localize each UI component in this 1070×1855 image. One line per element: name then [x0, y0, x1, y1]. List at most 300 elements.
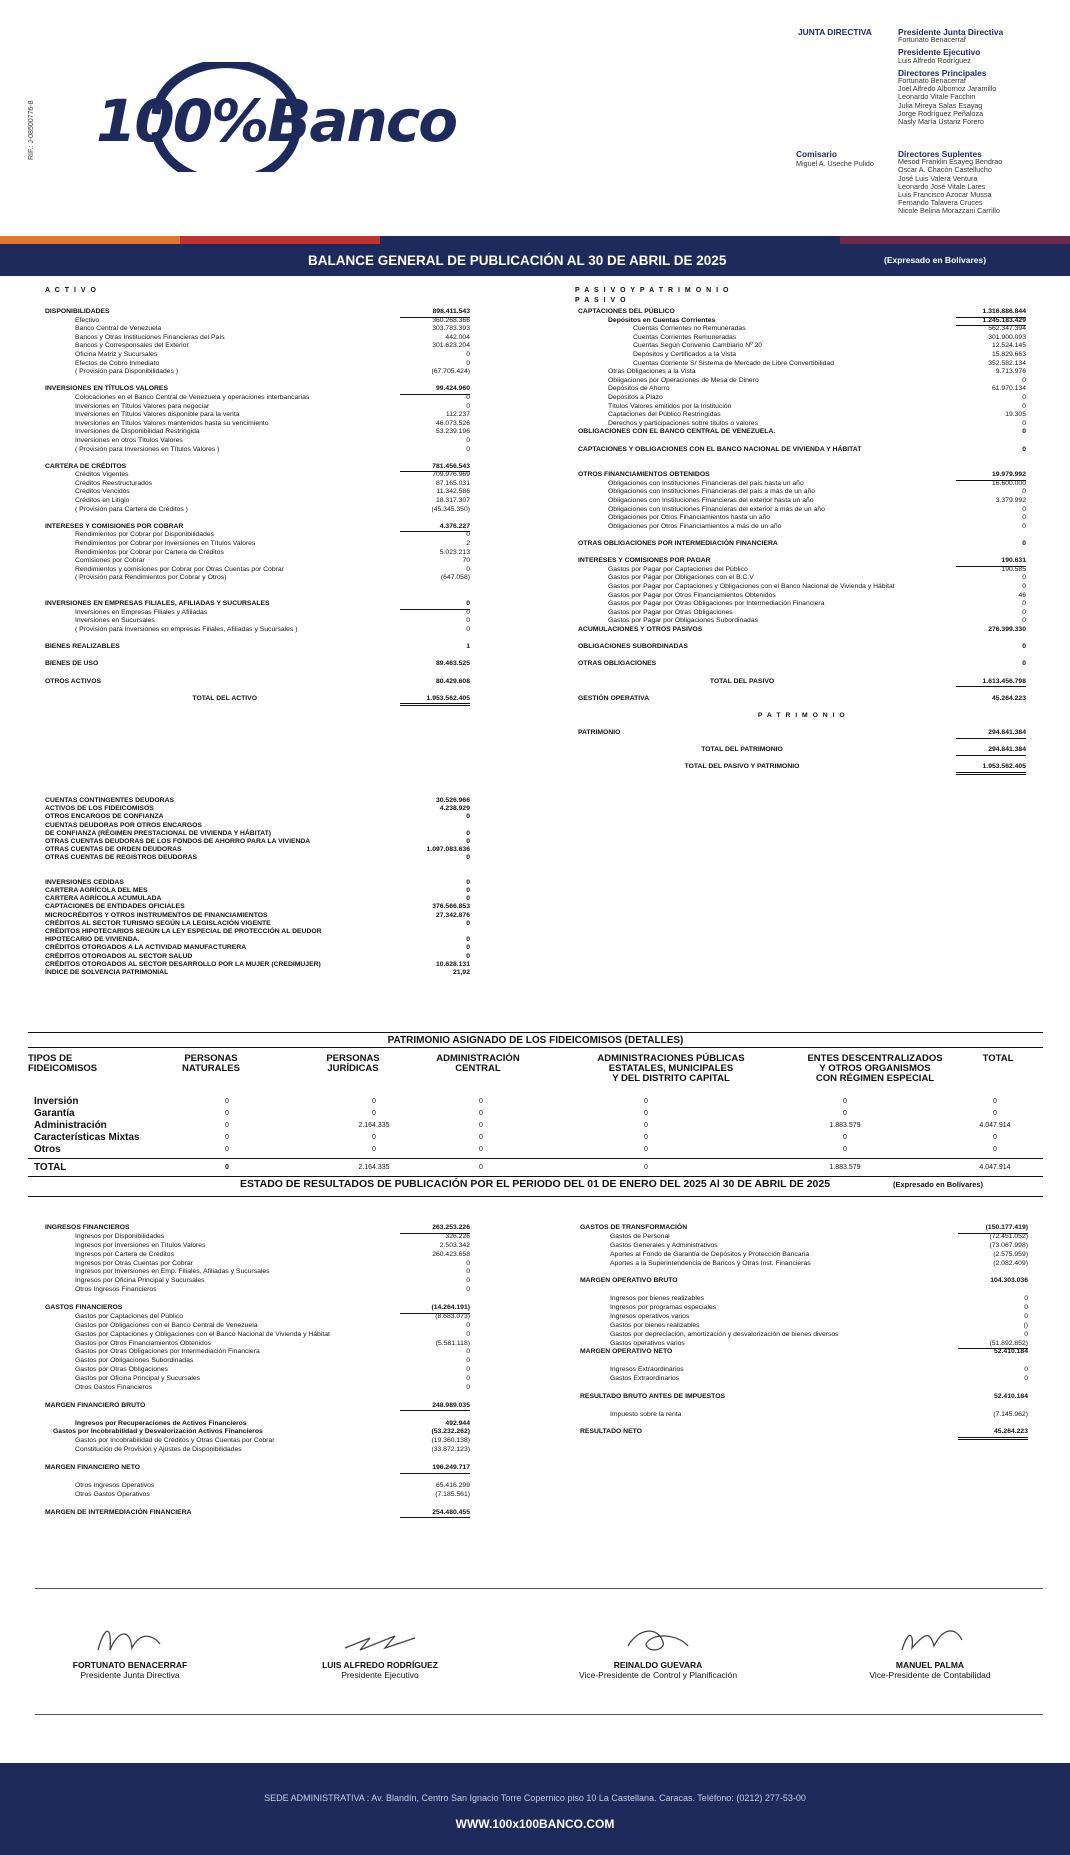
- stripe-dark: [380, 236, 840, 244]
- row-value: 0: [466, 445, 470, 453]
- row-label: MARGEN DE INTERMEDIACIÓN FINANCIERA: [45, 1508, 192, 1516]
- memo-label: MICROCRÉDITOS Y OTROS INSTRUMENTOS DE FINANCIAMIENTOS: [45, 911, 268, 919]
- statement-row: [45, 325, 470, 334]
- row-value: 0: [466, 350, 470, 358]
- fide-cell: 0: [993, 1110, 997, 1117]
- row-value: 196.249.717: [400, 1464, 470, 1474]
- fide-cell: 0: [479, 1098, 483, 1105]
- row-value: 2: [466, 540, 470, 548]
- row-value: 248.989.035: [400, 1402, 470, 1412]
- memo-value: 0: [466, 829, 470, 837]
- balance-currency-note: (Expresado en Bolívares): [884, 255, 987, 265]
- row-value: 3.379.992: [995, 497, 1026, 505]
- balance-title: BALANCE GENERAL DE PUBLICACIÓN AL 30 DE ABRIL DE 2025: [308, 253, 727, 268]
- memo-label: CRÉDITOS OTORGADOS A LA ACTIVIDAD MANUFACTURERA: [45, 944, 247, 952]
- statement-row: [45, 1491, 470, 1500]
- statement-row: [578, 308, 1026, 317]
- row-value: 263.253.226: [400, 1224, 470, 1234]
- statement-row: [578, 678, 1026, 687]
- statement-row: [45, 463, 470, 472]
- statement-row: [578, 738, 1026, 747]
- footer-website[interactable]: WWW.100x100BANCO.COM: [455, 1817, 615, 1831]
- rif-number: RIF.: J-08500776-8: [28, 100, 35, 160]
- logo-text: 100%Banco: [96, 87, 457, 155]
- statement-row: [578, 721, 1026, 730]
- row-value: 709.976.969: [432, 471, 470, 479]
- fide-cell: 1.883.579: [829, 1122, 861, 1129]
- memo-label: ACTIVOS DE LOS FIDEICOMISOS: [45, 805, 154, 813]
- row-label: TOTAL DEL PASIVO: [709, 677, 775, 685]
- row-label: MARGEN OPERATIVO BRUTO: [580, 1277, 678, 1285]
- statement-row: [45, 420, 470, 429]
- fide-row-label: Características Mixtas: [34, 1132, 140, 1143]
- statement-row: [578, 403, 1026, 412]
- statement-row: [45, 1446, 470, 1455]
- row-value: 0: [1022, 660, 1026, 668]
- statement-row: [45, 454, 470, 463]
- row-value: 61.970.134: [991, 385, 1026, 393]
- statement-row: [578, 592, 1026, 601]
- statement-row: [45, 643, 470, 652]
- fide-total-cell: 1.883.579: [829, 1164, 861, 1171]
- statement-row: [580, 1286, 1028, 1295]
- results-left: [45, 1224, 470, 1517]
- row-label: Inversiones en Títulos Valores disponible para la venta: [75, 411, 240, 419]
- fide-cell: 0: [993, 1146, 997, 1153]
- memo-value: 27.342.876: [435, 911, 470, 919]
- memo-row: [45, 961, 470, 969]
- statement-row: [45, 531, 470, 540]
- row-value: (5.581.118): [435, 1339, 470, 1347]
- memo-value: 0: [466, 887, 470, 895]
- row-value: 0: [1022, 600, 1026, 608]
- row-value: 190.585: [1001, 565, 1026, 573]
- row-value: 45.264.223: [991, 694, 1026, 702]
- statement-row: [580, 1420, 1028, 1429]
- fide-cell: 0: [644, 1146, 648, 1153]
- row-value: 0: [466, 1259, 470, 1267]
- row-label: Gastos de Personal: [610, 1232, 670, 1240]
- row-value: 781.456.543: [400, 463, 470, 473]
- row-label: OTRAS OBLIGACIONES POR INTERMEDIACIÓN FINANCIERA: [578, 540, 778, 548]
- statement-row: [45, 385, 470, 394]
- memo-label: OTRAS CUENTAS DEUDORAS DE LOS FONDOS DE AHORRO PARA LA VIVIENDA: [45, 837, 311, 845]
- fide-column-header: PERSONAS NATURALES: [182, 1053, 240, 1074]
- statement-row: [578, 549, 1026, 558]
- row-label: Captaciones del Público Restringidas: [608, 411, 721, 419]
- row-value: 0: [466, 531, 470, 539]
- statement-row: [578, 385, 1026, 394]
- row-label: INTERESES Y COMISIONES POR COBRAR: [45, 522, 184, 530]
- statement-row: [578, 523, 1026, 532]
- statement-row: [580, 1366, 1028, 1375]
- memo-label: DE CONFIANZA (RÉGIMEN PRESTACIONAL DE VIVIENDA Y HÁBITAT): [45, 829, 272, 837]
- memo-value: 0: [466, 854, 470, 862]
- row-label: Inversiones en Empresas Filiales y Afiliadas: [75, 608, 208, 616]
- fide-column-header: PERSONAS JURÍDICAS: [326, 1053, 380, 1074]
- fide-total-cell: 0: [479, 1164, 483, 1171]
- statement-row: [45, 360, 470, 369]
- fide-cell: 0: [843, 1110, 847, 1117]
- statement-row: [45, 446, 470, 455]
- statement-row: [45, 342, 470, 351]
- row-label: ACUMULACIONES Y OTROS PASIVOS: [578, 625, 703, 633]
- row-value: 492.944: [445, 1419, 470, 1427]
- row-label: BIENES REALIZABLES: [45, 643, 120, 651]
- statement-row: [578, 729, 1026, 738]
- memo-label: CRÉDITOS HIPOTECARIOS SEGÚN LA LEY ESPECIAL DE PROTECCIÓN AL DEUDOR: [45, 928, 322, 935]
- row-value: 0: [466, 1330, 470, 1338]
- row-label: CAPTACIONES DEL PÚBLICO: [578, 308, 675, 315]
- row-value: 0: [466, 393, 470, 401]
- statement-row: [580, 1295, 1028, 1304]
- statement-row: [45, 1482, 470, 1491]
- fide-cell: 0: [843, 1098, 847, 1105]
- row-label: Gastos por Pagar por Otras Obligaciones: [608, 608, 733, 616]
- memo-label: CUENTAS DEUDORAS POR OTROS ENCARGOS: [45, 821, 202, 829]
- row-label: OBLIGACIONES SUBORDINADAS: [578, 643, 688, 651]
- statement-row: [45, 626, 470, 635]
- row-value: (2.575.959): [993, 1250, 1028, 1258]
- memo-value: 0: [466, 919, 470, 927]
- row-value: 0: [466, 436, 470, 444]
- memo-label: CARTERA AGRÍCOLA ACUMULADA: [45, 895, 162, 903]
- statement-row: [578, 377, 1026, 386]
- row-value: 0: [466, 625, 470, 633]
- row-value: 0: [1022, 488, 1026, 496]
- row-label: RESULTADO NETO: [580, 1428, 642, 1436]
- statement-row: [578, 574, 1026, 583]
- row-label: ( Provisión para Inversiones en empresas Filiales, Afiliadas y Sucursales ): [75, 625, 298, 633]
- fide-total-rule: [28, 1158, 1043, 1159]
- row-label: Cuentas Corriente S/ Sistema de Mercado de Libre Convertibilidad: [633, 359, 834, 367]
- memo-label: CRÉDITOS AL SECTOR TURISMO SEGÚN LA LEGISLACIÓN VIGENTE: [45, 919, 271, 927]
- balance-header: [0, 244, 1070, 276]
- junta-label: JUNTA DIRECTIVA: [798, 27, 872, 37]
- row-label: Ingresos por Oficina Principal y Sucursales: [75, 1277, 205, 1285]
- row-value: 0: [466, 1384, 470, 1392]
- statement-row: [578, 428, 1026, 437]
- row-value: 87.165.031: [435, 479, 470, 487]
- row-value: 0: [1022, 540, 1026, 548]
- row-value: 352.582.134: [988, 359, 1026, 367]
- statement-row: [45, 1322, 470, 1331]
- row-label: Constitución de Provisión y Ajustes de Disponibilidades: [75, 1446, 242, 1454]
- row-label: Gastos operativos varios: [610, 1339, 685, 1347]
- memo-value: 21,92: [452, 968, 470, 976]
- statement-row: [578, 506, 1026, 515]
- fide-bottom-rule: [28, 1176, 1043, 1177]
- statement-row: [45, 488, 470, 497]
- row-value: 19.305: [1005, 411, 1026, 419]
- row-value: 0: [1022, 617, 1026, 625]
- statement-row: [45, 1304, 470, 1313]
- fide-cell: 0: [644, 1134, 648, 1141]
- statement-row: [578, 317, 1026, 326]
- row-value: 1.953.562.405: [956, 763, 1026, 775]
- signatures-top-rule: [35, 1588, 1043, 1589]
- row-value: 0: [1022, 574, 1026, 582]
- row-label: Gastos por Otras Obligaciones por Intermediación Financiera: [75, 1348, 260, 1356]
- statement-row: [45, 1375, 470, 1384]
- statement-row: [578, 686, 1026, 695]
- row-label: Depósitos a Plazo: [608, 393, 663, 401]
- row-label: Aportes al Fondo de Garantía de Depósitos y Protección Bancaria: [610, 1250, 810, 1258]
- signature-role: Presidente Ejecutivo: [341, 1670, 419, 1680]
- statement-row: [578, 635, 1026, 644]
- row-value: 1.245.183.429: [956, 317, 1026, 327]
- row-label: Bancos y Corresponsales del Exterior: [75, 342, 189, 350]
- row-value: 11.342.586: [436, 488, 470, 496]
- row-label: Otras Obligaciones a la Vista: [608, 368, 696, 376]
- row-value: 0: [1024, 1375, 1028, 1383]
- results-title: ESTADO DE RESULTADOS DE PUBLICACIÓN POR EL PERIODO DEL 01 DE ENERO DEL 2025 Al 30 DE ABRIL DE 2025: [240, 1178, 831, 1190]
- row-value: 104.303.036: [990, 1277, 1028, 1285]
- memo-row: [45, 838, 470, 846]
- row-value: 0: [1022, 393, 1026, 401]
- statement-row: [45, 1251, 470, 1260]
- statement-row: [578, 454, 1026, 463]
- row-label: CARTERA DE CRÉDITOS: [45, 462, 127, 470]
- row-label: Gastos por Incobrabilidad de Créditos y Otras Cuentas por Cobrar: [75, 1437, 275, 1445]
- row-label: GASTOS FINANCIEROS: [45, 1304, 123, 1312]
- statement-row: [578, 566, 1026, 575]
- row-value: (150.177.419): [958, 1224, 1028, 1234]
- statement-row: [578, 480, 1026, 489]
- row-value: 562.347.394: [988, 325, 1026, 333]
- fide-column-header: ENTES DESCENTRALIZADOS Y OTROS ORGANISMOS CON RÉGIMEN ESPECIAL: [807, 1053, 943, 1084]
- statement-row: [45, 678, 470, 687]
- statement-row: [45, 1295, 470, 1304]
- statement-row: [45, 351, 470, 360]
- row-value: 0: [1022, 522, 1026, 530]
- row-label: OTROS FINANCIAMIENTOS OBTENIDOS: [578, 471, 710, 479]
- results-currency-note: (Expresado en Bolívares): [893, 1180, 984, 1189]
- row-value: 0: [466, 1375, 470, 1383]
- row-value: 0: [466, 402, 470, 410]
- row-value: (7.185.561): [435, 1490, 470, 1498]
- statement-row: [580, 1268, 1028, 1277]
- fide-row-label: Otros: [34, 1144, 61, 1155]
- fide-column-header: TOTAL: [982, 1053, 1014, 1064]
- memo-row: [45, 928, 470, 936]
- row-value: 99.424.960: [400, 385, 470, 395]
- signature-block: [548, 1620, 768, 1680]
- row-label: OBLIGACIONES CON EL BANCO CENTRAL DE VENEZUELA.: [578, 428, 776, 436]
- row-label: Gastos Generales y Administrativos: [610, 1241, 718, 1249]
- signature-role: Vice-Presidente de Control y Planificación: [578, 1670, 738, 1680]
- statement-row: [578, 351, 1026, 360]
- statement-row: [578, 488, 1026, 497]
- row-label: Obligaciones por Otros Financiamientos hasta un año: [608, 514, 771, 522]
- fide-total-cell: 0: [225, 1164, 229, 1171]
- fide-cell: 0: [843, 1134, 847, 1141]
- row-value: 0: [466, 1268, 470, 1276]
- results-divider: [28, 1196, 1043, 1197]
- row-value: 0: [1022, 419, 1026, 427]
- row-value: 65.416.299: [435, 1481, 470, 1489]
- signature-name: LUIS ALFREDO RODRÍGUEZ: [322, 1660, 438, 1670]
- statement-row: [580, 1402, 1028, 1411]
- statement-row: [45, 1224, 470, 1233]
- row-value: 52.410.184: [993, 1348, 1028, 1356]
- statement-row: [580, 1233, 1028, 1242]
- row-label: BIENES DE USO: [45, 660, 99, 668]
- row-value: 80.429.608: [435, 677, 470, 685]
- statement-row: [580, 1348, 1028, 1357]
- row-label: Inversiones en Títulos Valores para negociar: [75, 402, 210, 410]
- statement-row: [45, 583, 470, 592]
- row-label: Bancos y Otras Instituciones Financieras del País: [75, 333, 225, 341]
- memo-row: [45, 903, 470, 911]
- statement-row: [578, 703, 1026, 712]
- row-label: Rendimientos por Cobrar por Inversiones en Títulos Valores: [75, 540, 256, 548]
- statement-row: [45, 652, 470, 661]
- row-label: Gastos por Obligaciones con el Banco Central de Venezuela: [75, 1321, 258, 1329]
- signature-scribble-icon: [618, 1620, 698, 1660]
- statement-row: [45, 592, 470, 601]
- footer: [0, 1763, 1070, 1855]
- statement-row: [45, 1455, 470, 1464]
- row-label: Gastos por Pagar por Otras Obligaciones por Intermediación Financiera: [608, 600, 825, 608]
- row-label: Aportes a la Superintendencia de Bancos y Otras Inst. Financieras: [610, 1259, 811, 1267]
- memo-row: [45, 944, 470, 952]
- row-value: 303.783.393: [432, 325, 470, 333]
- signature-block: [280, 1620, 480, 1680]
- row-label: Gastos por Pagar por Obligaciones Subordinadas: [608, 617, 758, 625]
- row-value: 360.268.366: [432, 316, 470, 324]
- activo-section: [45, 308, 470, 703]
- statement-row: [578, 557, 1026, 566]
- row-label: Obligaciones con Instituciones Financieras del país hasta un año: [608, 479, 804, 487]
- statement-row: [45, 1268, 470, 1277]
- row-value: 89.463.525: [435, 660, 470, 668]
- statement-row: [580, 1242, 1028, 1251]
- memo-value: 0: [466, 878, 470, 886]
- fide-cell: 0: [372, 1098, 376, 1105]
- row-label: Ingresos por Disponibilidades: [75, 1232, 165, 1240]
- statement-row: [45, 1411, 470, 1420]
- row-value: 0: [1022, 402, 1026, 410]
- row-value: 19.979.992: [956, 471, 1026, 481]
- memo-row: [45, 863, 470, 871]
- row-value: 0: [466, 1286, 470, 1294]
- row-value: 0: [1022, 643, 1026, 651]
- row-label: Inversiones de Disponibilidad Restringida: [75, 428, 200, 436]
- row-label: Obligaciones con Instituciones Financieras del exterior a más de un año: [608, 505, 825, 513]
- row-value: (51.892.852): [958, 1340, 1028, 1350]
- row-label: Depósitos y Certificados a la Vista: [633, 350, 737, 358]
- statement-row: [578, 437, 1026, 446]
- row-value: 0: [1022, 428, 1026, 436]
- row-label: Gastos por Pagar por Otros Financiamientos Obtenidos: [608, 591, 776, 599]
- statement-row: [578, 334, 1026, 343]
- signature-block: [830, 1620, 1030, 1680]
- statement-row: [580, 1331, 1028, 1340]
- row-label: Gastos por Captaciones del Público: [75, 1312, 184, 1320]
- row-value: 16.600.000: [991, 479, 1026, 487]
- fide-cell: 0: [843, 1146, 847, 1153]
- memo-row: [45, 920, 470, 928]
- row-label: Comisiones por Cobrar: [75, 557, 145, 565]
- row-label: Gastos Extraordinarios: [610, 1375, 680, 1383]
- board-principal: Presidente Junta Directiva Fortunato Benacerraf Presidente Ejecutivo Luis Alfredo Rodríguez Directores Principales Fortunato Benacerraf Joel Alfredo Albornoz Jaramillo Leonardo Vitale Facchin Julia Mireya Salas Esayag Jorge Rodríguez Peñaloza Nasly María Ustariz Forero: [898, 27, 1004, 127]
- row-value: 0: [466, 1321, 470, 1329]
- statement-row: [45, 1464, 470, 1473]
- fide-cell: 0: [372, 1146, 376, 1153]
- statement-row: [45, 1286, 470, 1295]
- statement-row: [45, 1340, 470, 1349]
- row-value: 0: [1024, 1295, 1028, 1303]
- row-value: 70: [462, 557, 470, 565]
- row-label: Ingresos por programas especiales: [610, 1304, 717, 1312]
- row-label: TOTAL DEL PATRIMONIO: [701, 746, 783, 754]
- fide-cell: 4.047.914: [979, 1122, 1011, 1129]
- statement-row: [578, 497, 1026, 506]
- memo-value: 376.566.853: [432, 903, 470, 911]
- row-label: OTROS ACTIVOS: [45, 677, 102, 685]
- statement-row: [578, 411, 1026, 420]
- row-value: 0: [466, 617, 470, 625]
- row-label: Gastos por depreciación, amortización y desvalorización de bienes diversos: [610, 1330, 839, 1338]
- row-label: Otros Gastos Operativos: [75, 1490, 150, 1498]
- statement-row: [578, 325, 1026, 334]
- signature-block: [40, 1620, 220, 1680]
- memo-label: CAPTACIONES DE ENTIDADES OFICIALES: [45, 903, 185, 911]
- row-value: 0: [1024, 1312, 1028, 1320]
- row-value: (14.264.191): [400, 1304, 470, 1314]
- row-value: 0: [1022, 514, 1026, 522]
- memo-value: 0: [466, 837, 470, 845]
- statement-row: [580, 1384, 1028, 1393]
- row-label: Obligaciones con Instituciones Financieras del país a más de un año: [608, 488, 816, 496]
- statement-row: [578, 617, 1026, 626]
- statement-row: [45, 394, 470, 403]
- statement-row: [45, 566, 470, 575]
- row-value: 0: [1022, 505, 1026, 513]
- statement-row: [578, 660, 1026, 669]
- row-label: TOTAL DEL ACTIVO: [192, 694, 257, 702]
- memo-label: CARTERA AGRÍCOLA DEL MES: [45, 887, 148, 895]
- statement-row: [45, 557, 470, 566]
- row-value: 15.829.663: [991, 350, 1026, 358]
- statement-row: [45, 428, 470, 437]
- statement-row: [45, 480, 470, 489]
- row-value: 294.841.384: [956, 729, 1026, 739]
- row-label: Banco Central de Venezuela: [75, 325, 162, 333]
- statement-row: [578, 531, 1026, 540]
- row-label: Ingresos por Inversiones en Títulos Valores: [75, 1241, 206, 1249]
- row-label: INVERSIONES EN TÍTULOS VALORES: [45, 385, 168, 393]
- memo-row: [45, 822, 470, 830]
- statement-row: [45, 1509, 470, 1518]
- statement-row: [578, 342, 1026, 351]
- stripe-accent: [840, 236, 1070, 244]
- row-label: Créditos Reestructurados: [75, 479, 153, 487]
- statement-row: [45, 617, 470, 626]
- memo-label: OTRAS CUENTAS DE ORDEN DEUDORAS: [45, 846, 182, 854]
- row-label: Gastos por Pagar por Captaciones del Público: [608, 565, 748, 573]
- row-label: Gastos por Obligaciones Subordinadas: [75, 1357, 194, 1365]
- fide-cell: 0: [644, 1122, 648, 1129]
- statement-row: [578, 695, 1026, 704]
- row-label: Otros Ingresos Operativos: [75, 1481, 155, 1489]
- statement-row: [578, 360, 1026, 369]
- row-label: ( Provisión para Inversiones en Títulos Valores ): [75, 445, 220, 453]
- row-label: ( Provisión para Disponibilidades ): [75, 368, 179, 376]
- row-label: Ingresos por Recuperaciones de Activos Financieros: [75, 1419, 247, 1427]
- row-value: 1.953.562.405: [400, 695, 470, 707]
